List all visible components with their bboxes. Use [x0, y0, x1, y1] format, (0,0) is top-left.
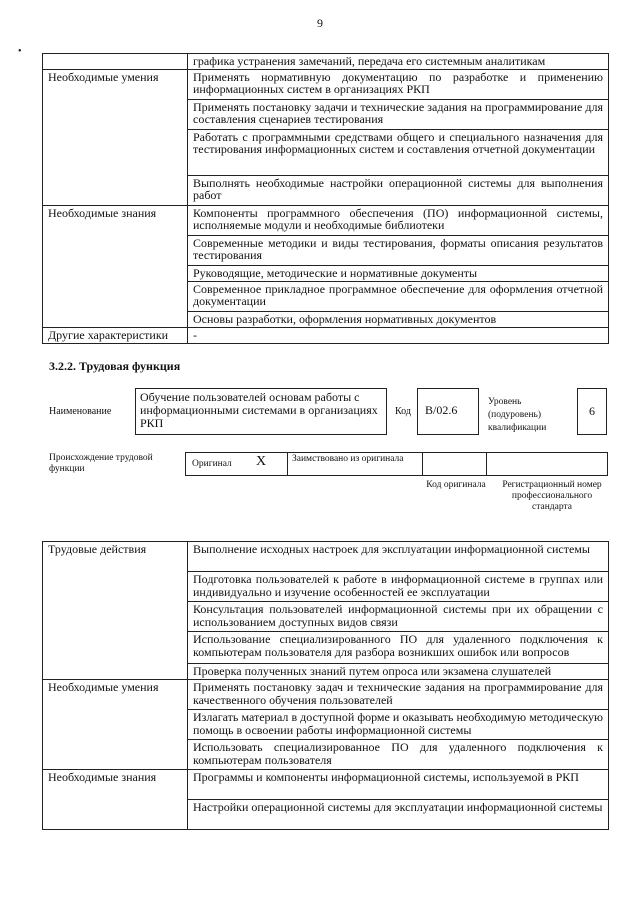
original-label: Оригинал — [192, 459, 232, 469]
knowledge-label: Необходимые знания — [43, 770, 188, 830]
function-code-box: B/02.6 — [417, 388, 479, 435]
original-code-cell — [422, 452, 487, 476]
labor-action-item: Консультация пользователей информационной системы при их обращении с использованием доступных видов связи — [188, 602, 609, 632]
original-cell — [185, 452, 288, 476]
code-label: Код — [395, 406, 411, 417]
origin-row — [185, 452, 608, 476]
other-characteristics-label: Другие характеристики — [43, 327, 188, 343]
labor-action-item: Подготовка пользователей к работе в информационной системе в группах или индивидуально и изучение особенностей ее эксплуатации — [188, 572, 609, 602]
margin-mark: • — [18, 46, 22, 57]
level-label: Уровень (подуровень) квалификации — [488, 397, 547, 433]
level-box: 6 — [577, 388, 607, 435]
skill-item: Работать с программными средствами общего и специального назначения для тестирования информационных систем и составления отчетной документации — [188, 129, 609, 175]
origin-label: Происхождение трудовой функции — [49, 453, 153, 474]
borrowed-label: Заимствовано из оригинала — [292, 454, 404, 464]
knowledge-label: Необходимые знания — [43, 205, 188, 327]
skill-item: Использовать специализированное ПО для удаленного подключения к компьютерам пользователя — [188, 740, 609, 770]
registration-caption: Регистрационный номер профессионального стандарта — [502, 480, 602, 512]
knowledge-item: Основы разработки, оформления нормативных документов — [188, 311, 609, 327]
knowledge-item: Компоненты программного обеспечения (ПО) информационной системы, исполняемые модули и необходимые библиотеки — [188, 205, 609, 235]
labor-action-item: Проверка полученных знаний путем опроса или экзамена слушателей — [188, 664, 609, 680]
continued-text: графика устранения замечаний, передача его системным аналитикам — [188, 54, 609, 70]
labor-function-table — [42, 541, 609, 830]
labor-action-item: Выполнение исходных настроек для эксплуатации информационной системы — [188, 542, 609, 572]
skill-item: Излагать материал в доступной форме и оказывать необходимую методическую помощь в освоении работы информационной системы — [188, 710, 609, 740]
skills-label: Необходимые умения — [43, 69, 188, 205]
skill-item: Применять постановку задачи и технические задания на программирование для составления сценариев тестирования — [188, 99, 609, 129]
registration-number-cell — [486, 452, 608, 476]
top-requirements-table — [42, 53, 609, 344]
knowledge-item: Руководящие, методические и нормативные документы — [188, 265, 609, 281]
function-name-box: Обучение пользователей основам работы с информационными системами в организациях РКП — [135, 388, 387, 435]
knowledge-item: Программы и компоненты информационной системы, используемой в РКП — [188, 770, 609, 800]
section-title: 3.2.2. Трудовая функция — [49, 359, 181, 373]
labor-action-item: Использование специализированного ПО для удаленного подключения к компьютерам пользователя для разбора возникших ошибок или вопросов — [188, 632, 609, 664]
original-code-caption: Код оригинала — [426, 480, 486, 490]
name-label: Наименование — [49, 406, 112, 417]
knowledge-item: Современные методики и виды тестирования, форматы описания результатов тестирования — [188, 235, 609, 265]
page-number: 9 — [317, 16, 323, 30]
other-characteristics-value: - — [188, 327, 609, 343]
empty-label-cell — [43, 54, 188, 70]
skills-label: Необходимые умения — [43, 680, 188, 770]
labor-actions-label: Трудовые действия — [43, 542, 188, 680]
knowledge-item: Современное прикладное программное обеспечение для оформления отчетной документации — [188, 281, 609, 311]
skill-item: Выполнять необходимые настройки операционной системы для выполнения работ — [188, 175, 609, 205]
borrowed-cell — [287, 452, 423, 476]
skill-item: Применять постановку задач и технические задания на программирование для качественного обучения пользователей — [188, 680, 609, 710]
skill-item: Применять нормативную документацию по разработке и применению информационных систем в организациях РКП — [188, 69, 609, 99]
knowledge-item: Настройки операционной системы для эксплуатации информационной системы — [188, 800, 609, 830]
original-mark: X — [256, 454, 267, 469]
